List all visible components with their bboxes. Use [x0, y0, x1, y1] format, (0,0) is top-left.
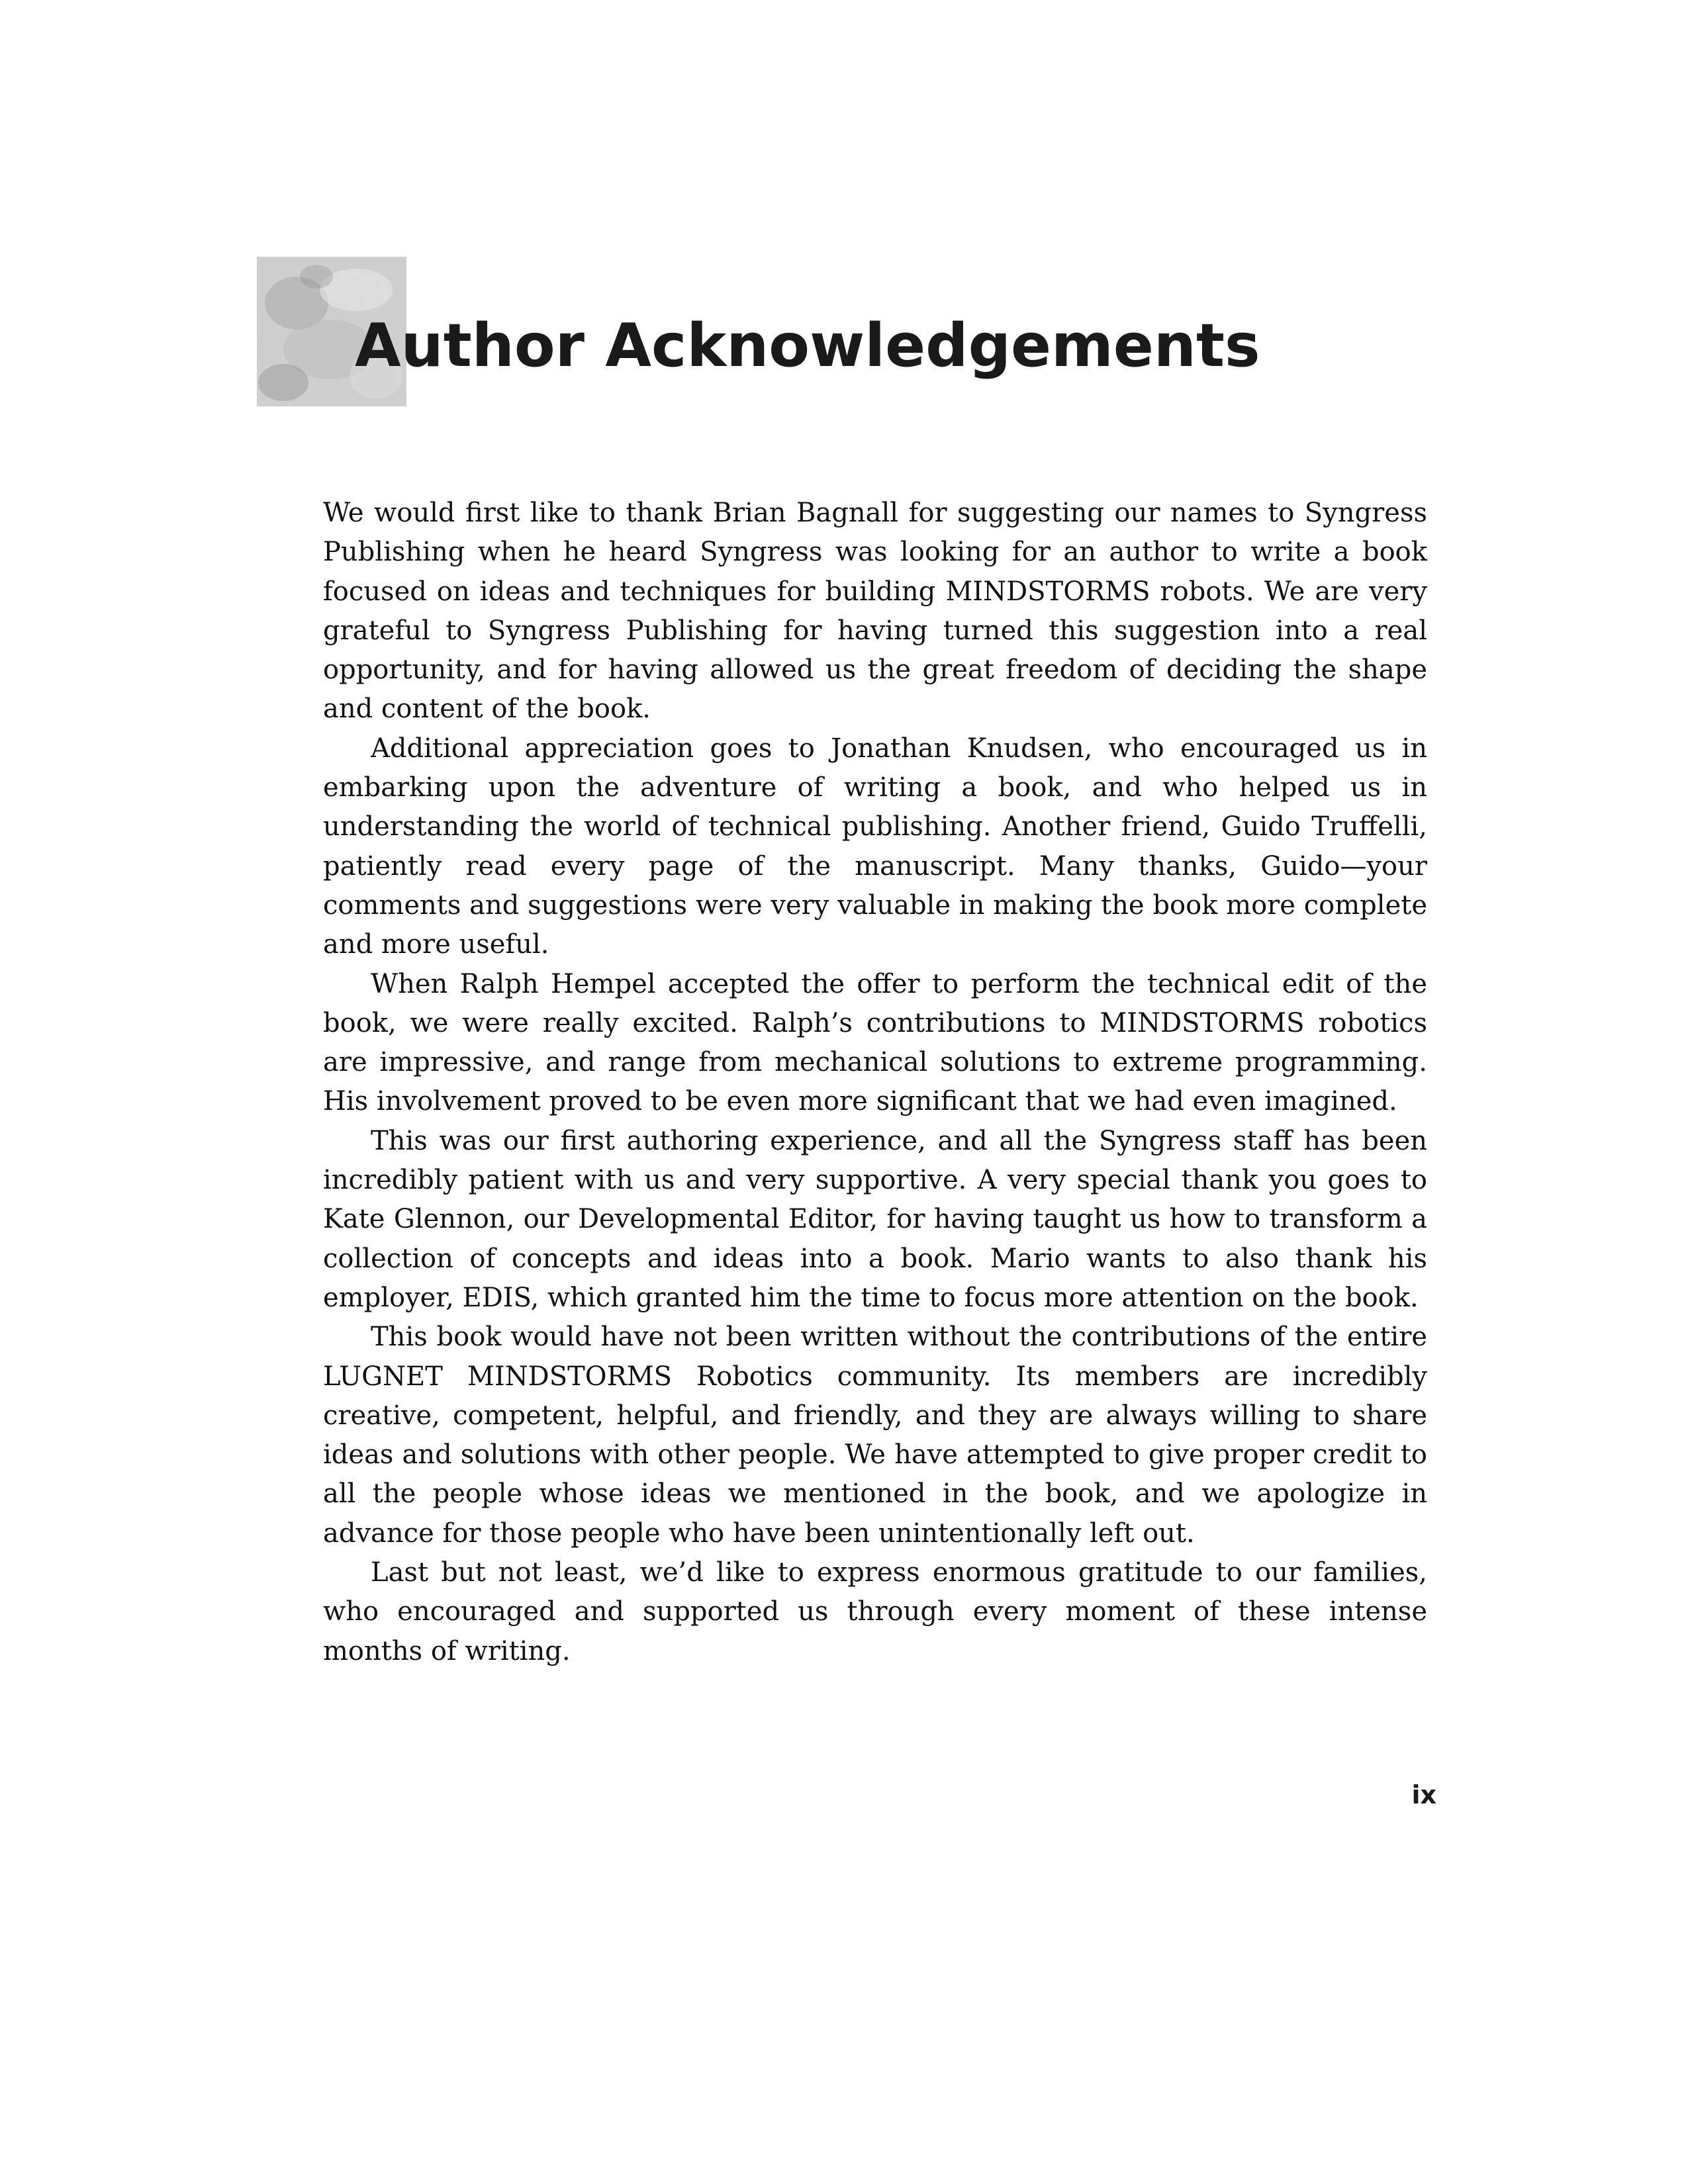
paragraph: Last but not least, we’d like to express enormous gratitude to our families, who encouraged and supported us through every moment of these intense months of writing. — [323, 1557, 1427, 1666]
paragraph: This was our first authoring experience, and all the Syngress staff has been incredibly patient with us and very supportive. A very special thank you goes to Kate Glennon, our Developmental Editor, for having taught us how to transform a collection of concepts and ideas into a book. Mario wants to also thank his employer, EDIS, which granted him the time to focus more attention on the book. — [323, 1125, 1427, 1313]
page-title: Author Acknowledgements — [355, 311, 1260, 381]
paragraph: When Ralph Hempel accepted the offer to perform the technical edit of the book, we were really excited. Ralph’s contributions to MINDSTORMS robotics are impressive, and range from mechanical solutions to extreme programming. His involvement proved to be even more significant that we had even imagined. — [323, 968, 1427, 1117]
acknowledgements-body — [323, 494, 1427, 1671]
paragraph: Additional appreciation goes to Jonathan Knudsen, who encouraged us in embarking upon the adventure of writing a book, and who helped us in understanding the world of technical publishing. Another friend, Guido Truffelli, patiently read every page of the manuscript. Many thanks, Guido—your comments and suggestions were very valuable in making the book more complete and more useful. — [323, 733, 1427, 960]
page-number: ix — [1411, 1780, 1436, 1809]
paragraph: We would first like to thank Brian Bagnall for suggesting our names to Syngress Publishing when he heard Syngress was looking for an author to write a book focused on ideas and techniques for building MINDSTORMS robots. We are very grateful to Syngress Publishing for having turned this suggestion into a real opportunity, and for having allowed us the great freedom of deciding the shape and content of the book. — [323, 498, 1427, 725]
paragraph: This book would have not been written without the contributions of the entire LUGNET MINDSTORMS Robotics community. Its members are incredibly creative, competent, helpful, and friendly, and they are always willing to share ideas and solutions with other people. We have attempted to give proper credit to all the people whose ideas we mentioned in the book, and we apologize in advance for those people who have been unintentionally left out. — [323, 1322, 1427, 1549]
